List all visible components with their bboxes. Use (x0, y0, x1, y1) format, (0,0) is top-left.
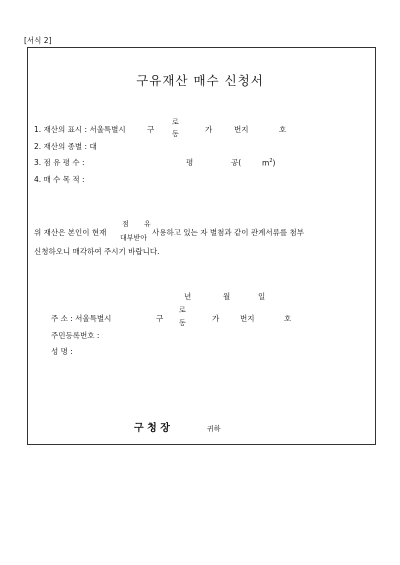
form-number-label: [서식 2] (24, 36, 52, 45)
statement-line-2: 신청하오니 매각하여 주시기 바랍니다. (34, 247, 160, 256)
property-ro: 로 (172, 118, 179, 126)
applicant-beonji: 번지 (240, 314, 255, 323)
applicant-address-label: 주 소 : 서울특별시 (51, 314, 112, 323)
applicant-name-label: 성 명 : (51, 347, 73, 356)
applicant-ro: 로 (179, 306, 186, 314)
form-frame (27, 47, 376, 445)
property-location-label: 1. 재산의 표시 : 서울특별시 (34, 125, 126, 134)
page-title: 구유재산 매수 신청서 (136, 73, 264, 88)
date-year: 년 (184, 292, 192, 301)
applicant-gu: 구 (156, 314, 164, 323)
area-pyeong-unit: 평 (186, 158, 194, 167)
addressee-suffix: 귀하 (207, 425, 221, 433)
addressee-title: 구 청 장 (134, 423, 170, 434)
statement-stack-top-1: 점 (122, 220, 129, 228)
applicant-id-label: 주민등록번호 : (51, 331, 100, 340)
statement-stack-bottom: 대부받아 (120, 234, 148, 242)
date-day: 일 (258, 292, 266, 301)
area-sqm-unit: $m^2$) (262, 158, 276, 168)
applicant-ga: 가 (212, 314, 220, 323)
property-ho: 호 (279, 125, 287, 134)
date-month: 월 (223, 292, 231, 301)
property-beonji: 번지 (234, 125, 249, 134)
property-ga: 가 (205, 125, 213, 134)
property-gu: 구 (147, 125, 155, 134)
property-dong: 동 (172, 130, 179, 138)
statement-prefix: 위 재산은 본인이 현재 (34, 228, 107, 237)
area-gong-unit: 공( (231, 158, 242, 167)
property-type-label: 2. 재산의 종별 : 대 (34, 142, 97, 151)
applicant-ho: 호 (284, 314, 292, 323)
statement-suffix: 사용하고 있는 자 별첨과 같이 관계서류를 첨부 (152, 228, 304, 237)
purchase-purpose-label: 4. 매 수 목 적 : (34, 175, 85, 184)
statement-stack-top-2: 유 (144, 220, 151, 228)
applicant-dong: 동 (179, 319, 186, 327)
occupied-area-label: 3. 점 유 평 수 : (34, 158, 85, 167)
